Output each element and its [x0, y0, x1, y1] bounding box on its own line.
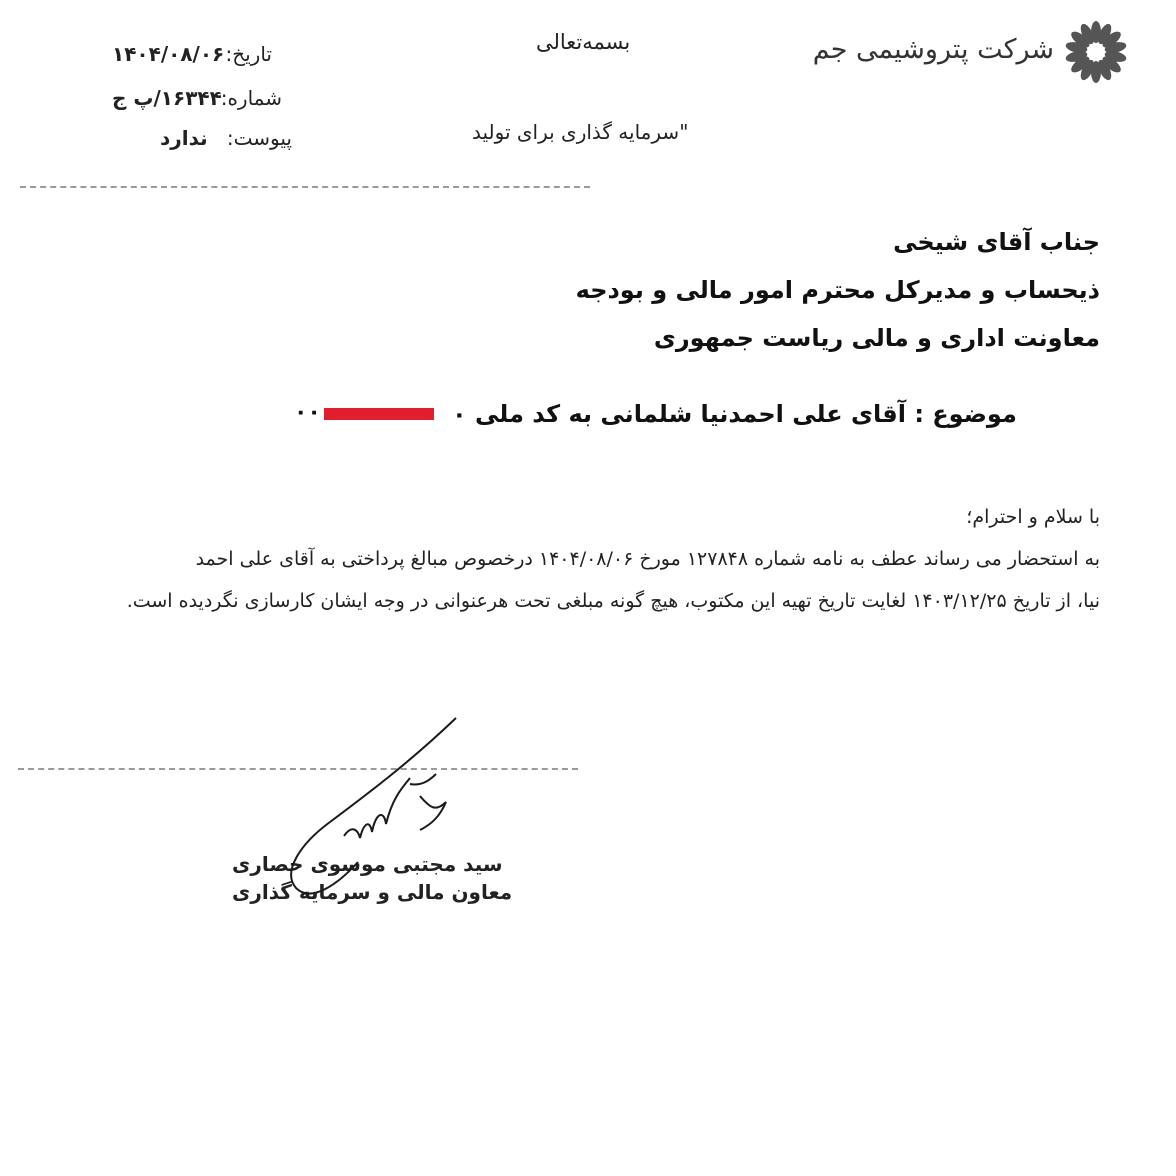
date-row	[112, 42, 272, 70]
number-label: شماره:	[220, 86, 282, 110]
bismillah: بسمه‌تعالی	[536, 30, 631, 54]
company-name: شرکت پتروشیمی جم	[812, 34, 1054, 65]
header-divider	[20, 186, 590, 188]
number-value: ۱۶۳۴۴/پ ج	[112, 86, 222, 110]
recipient-org: معاونت اداری و مالی ریاست جمهوری	[653, 324, 1100, 352]
subject-tail: ۰۰	[294, 400, 321, 425]
body-line-2: نیا، از تاریخ ۱۴۰۳/۱۲/۲۵ لغایت تاریخ تهیه این مکتوب، هیچ گونه مبلغی تحت هرعنوانی در وجه ایشان کارسازی نگردیده است.	[126, 590, 1100, 612]
redaction-bar	[324, 408, 434, 420]
company-logo	[800, 18, 1130, 82]
signatory-title: معاون مالی و سرمایه گذاری	[232, 880, 513, 904]
greeting: با سلام و احترام؛	[966, 506, 1100, 528]
handwritten-signature	[260, 712, 480, 922]
recipient-title: ذیحساب و مدیرکل محترم امور مالی و بودجه	[575, 276, 1100, 304]
date-label: تاریخ:	[225, 42, 272, 66]
attachment-row	[160, 126, 292, 154]
slogan: "سرمایه گذاری برای تولید	[472, 120, 689, 144]
recipient-name: جناب آقای شیخی	[893, 228, 1100, 256]
attachment-label: پیوست:	[226, 126, 292, 150]
flower-logo-icon	[1062, 18, 1130, 86]
date-value: ۱۴۰۴/۰۸/۰۶	[112, 42, 225, 66]
subject-line: موضوع : آقای علی احمدنیا شلمانی به کد ملی ۰	[452, 400, 1017, 428]
signatory-name: سید مجتبی موسوی حصاری	[232, 852, 503, 876]
body-line-1: به استحضار می رساند عطف به نامه شماره ۱۲۷۸۴۸ مورخ ۱۴۰۴/۰۸/۰۶ درخصوص مبالغ پرداختی به آقای علی احمد	[195, 548, 1100, 570]
attachment-value: ندارد	[160, 126, 208, 150]
number-row	[112, 86, 282, 114]
